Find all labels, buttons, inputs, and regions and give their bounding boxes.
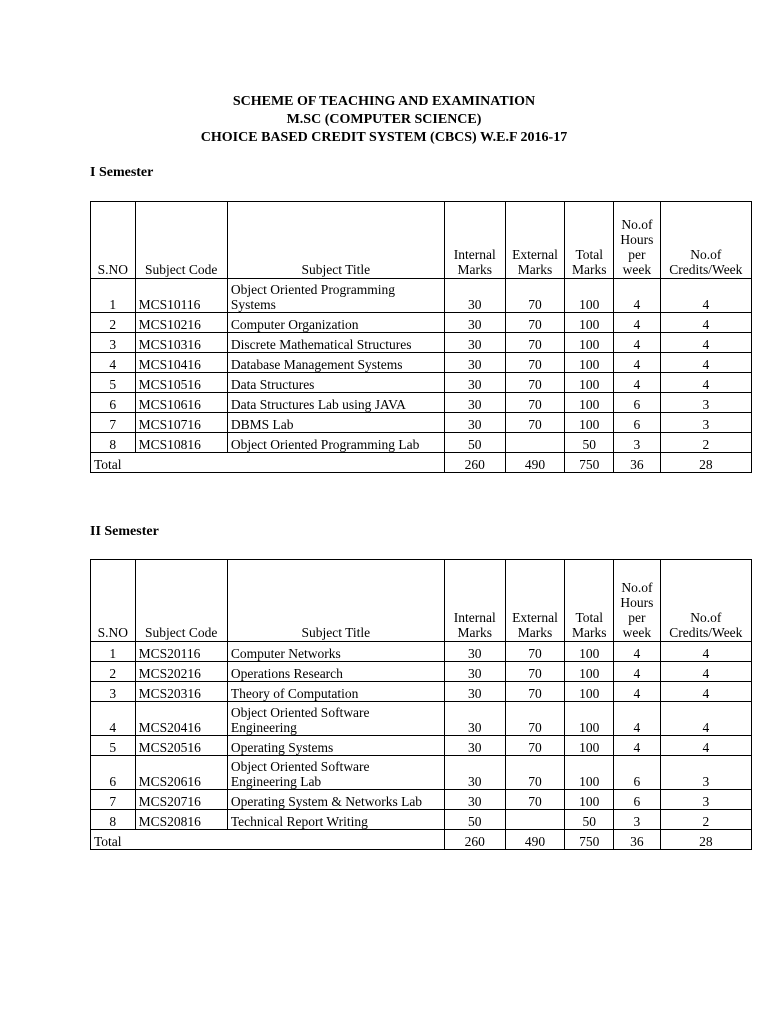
subject-code-cell: MCS10216 (135, 313, 227, 333)
total-marks-cell: 100 (565, 736, 614, 756)
subject-code-cell: MCS20416 (135, 702, 227, 736)
credits-cell: 2 (660, 810, 751, 830)
hours-cell: 3 (614, 810, 661, 830)
internal-marks-cell: 30 (444, 756, 505, 790)
total-credits-cell: 28 (660, 830, 751, 850)
subject-title-line: Object Oriented Programming Lab (230, 437, 420, 452)
credits-cell: 4 (660, 662, 751, 682)
col-header-credits: No.of Credits/Week (660, 560, 751, 642)
credits-cell: 2 (660, 433, 751, 453)
subject-title-line: Operating System & Networks Lab (230, 794, 423, 809)
internal-marks-cell: 30 (444, 333, 505, 353)
table-row (91, 682, 752, 702)
total-row (91, 453, 752, 473)
total-hours-cell: 36 (614, 453, 661, 473)
hours-cell: 4 (614, 736, 661, 756)
total-marks-cell: 100 (565, 353, 614, 373)
subject-title-line: Theory of Computation (230, 686, 359, 701)
subject-title-line: Computer Organization (230, 317, 359, 332)
external-marks-cell: 70 (505, 393, 565, 413)
sno-cell: 5 (91, 736, 136, 756)
subject-title-line: Object Oriented Programming (230, 282, 396, 297)
subject-title-cell (227, 642, 444, 662)
external-marks-cell: 70 (505, 333, 565, 353)
hours-cell: 4 (614, 333, 661, 353)
total-row (91, 830, 752, 850)
sno-cell: 7 (91, 790, 136, 810)
external-marks-cell: 70 (505, 373, 565, 393)
subject-title-cell (227, 790, 444, 810)
col-header-credits: No.of Credits/Week (660, 202, 751, 279)
subject-title-line: Engineering (230, 720, 297, 735)
sno-cell: 3 (91, 333, 136, 353)
col-header-title: Subject Title (227, 560, 444, 642)
credits-cell: 3 (660, 790, 751, 810)
hours-cell: 6 (614, 756, 661, 790)
internal-marks-cell: 30 (444, 736, 505, 756)
credits-cell: 4 (660, 682, 751, 702)
table-row (91, 810, 752, 830)
external-marks-cell: 70 (505, 413, 565, 433)
internal-marks-cell: 30 (444, 413, 505, 433)
total-external-cell: 490 (505, 453, 565, 473)
internal-marks-cell: 30 (444, 279, 505, 313)
total-label: Total (91, 830, 445, 850)
subject-title-line: DBMS Lab (230, 417, 294, 432)
hours-cell: 4 (614, 353, 661, 373)
col-header-hours: No.of Hours per week (614, 560, 661, 642)
external-marks-cell: 70 (505, 662, 565, 682)
table-row (91, 756, 752, 790)
hours-cell: 4 (614, 682, 661, 702)
semester-2-table (90, 559, 752, 850)
sno-cell: 5 (91, 373, 136, 393)
subject-code-cell: MCS10516 (135, 373, 227, 393)
table-row (91, 702, 752, 736)
internal-marks-cell: 30 (444, 373, 505, 393)
subject-title-line: Computer Networks (230, 646, 341, 661)
subject-title-line: Data Structures Lab using JAVA (230, 397, 406, 412)
subject-title-line: Technical Report Writing (230, 814, 368, 829)
total-marks-cell: 100 (565, 702, 614, 736)
external-marks-cell (505, 433, 565, 453)
sno-cell: 1 (91, 642, 136, 662)
credits-cell: 4 (660, 353, 751, 373)
sno-cell: 2 (91, 662, 136, 682)
hours-cell: 6 (614, 393, 661, 413)
total-marks-cell: 100 (565, 642, 614, 662)
external-marks-cell: 70 (505, 642, 565, 662)
total-marks-cell: 50 (565, 810, 614, 830)
table-row (91, 393, 752, 413)
total-marks-cell: 100 (565, 413, 614, 433)
credits-cell: 4 (660, 313, 751, 333)
internal-marks-cell: 30 (444, 313, 505, 333)
hours-cell: 4 (614, 313, 661, 333)
subject-title-cell (227, 702, 444, 736)
subject-title-line: Engineering Lab (230, 774, 322, 789)
table-row (91, 642, 752, 662)
table-row (91, 736, 752, 756)
subject-title-cell (227, 313, 444, 333)
hours-cell: 4 (614, 662, 661, 682)
total-marks-cell: 100 (565, 393, 614, 413)
total-label: Total (91, 453, 445, 473)
external-marks-cell: 70 (505, 756, 565, 790)
total-credits-cell: 28 (660, 453, 751, 473)
subject-title-line: Database Management Systems (230, 357, 403, 372)
subject-code-cell: MCS20216 (135, 662, 227, 682)
sno-cell: 8 (91, 433, 136, 453)
table-row (91, 279, 752, 313)
total-internal-cell: 260 (444, 830, 505, 850)
col-header-internal: Internal Marks (444, 560, 505, 642)
internal-marks-cell: 30 (444, 353, 505, 373)
hours-cell: 4 (614, 279, 661, 313)
subject-code-cell: MCS20516 (135, 736, 227, 756)
semester-1-table (90, 201, 752, 473)
subject-title-line: Discrete Mathematical Structures (230, 337, 412, 352)
external-marks-cell: 70 (505, 682, 565, 702)
hours-cell: 6 (614, 790, 661, 810)
credits-cell: 4 (660, 736, 751, 756)
total-total-cell: 750 (565, 830, 614, 850)
total-hours-cell: 36 (614, 830, 661, 850)
credits-cell: 3 (660, 413, 751, 433)
credits-cell: 4 (660, 373, 751, 393)
total-internal-cell: 260 (444, 453, 505, 473)
sno-cell: 2 (91, 313, 136, 333)
subject-title-cell (227, 353, 444, 373)
title-line-2: M.SC (COMPUTER SCIENCE) (286, 112, 482, 127)
internal-marks-cell: 30 (444, 790, 505, 810)
credits-cell: 4 (660, 642, 751, 662)
external-marks-cell: 70 (505, 353, 565, 373)
subject-title-line: Operations Research (230, 666, 343, 681)
external-marks-cell: 70 (505, 279, 565, 313)
title-line-1: SCHEME OF TEACHING AND EXAMINATION (232, 94, 536, 109)
total-marks-cell: 100 (565, 682, 614, 702)
internal-marks-cell: 30 (444, 662, 505, 682)
subject-code-cell: MCS10416 (135, 353, 227, 373)
col-header-hours: No.of Hours per week (614, 202, 661, 279)
subject-code-cell: MCS20816 (135, 810, 227, 830)
document-title-block (0, 93, 768, 147)
semester-1-heading: I Semester (90, 165, 154, 180)
credits-cell: 4 (660, 279, 751, 313)
total-total-cell: 750 (565, 453, 614, 473)
col-header-title: Subject Title (227, 202, 444, 279)
col-header-total: Total Marks (565, 202, 614, 279)
hours-cell: 4 (614, 702, 661, 736)
table-row (91, 662, 752, 682)
total-marks-cell: 100 (565, 279, 614, 313)
hours-cell: 4 (614, 373, 661, 393)
sno-cell: 7 (91, 413, 136, 433)
subject-title-cell (227, 756, 444, 790)
subject-code-cell: MCS10316 (135, 333, 227, 353)
subject-title-cell (227, 682, 444, 702)
subject-code-cell: MCS20116 (135, 642, 227, 662)
total-external-cell: 490 (505, 830, 565, 850)
subject-title-line: Systems (230, 297, 276, 312)
subject-title-cell (227, 433, 444, 453)
sno-cell: 4 (91, 702, 136, 736)
subject-code-cell: MCS20716 (135, 790, 227, 810)
hours-cell: 3 (614, 433, 661, 453)
total-marks-cell: 50 (565, 433, 614, 453)
subject-code-cell: MCS10716 (135, 413, 227, 433)
col-header-total: Total Marks (565, 560, 614, 642)
table-header-row (91, 202, 752, 279)
table-row (91, 313, 752, 333)
external-marks-cell: 70 (505, 313, 565, 333)
internal-marks-cell: 30 (444, 702, 505, 736)
internal-marks-cell: 30 (444, 642, 505, 662)
total-marks-cell: 100 (565, 373, 614, 393)
sno-cell: 1 (91, 279, 136, 313)
subject-title-cell (227, 736, 444, 756)
total-marks-cell: 100 (565, 662, 614, 682)
external-marks-cell (505, 810, 565, 830)
subject-title-cell (227, 333, 444, 353)
col-header-sno: S.NO (91, 560, 136, 642)
subject-title-cell (227, 810, 444, 830)
col-header-internal: Internal Marks (444, 202, 505, 279)
credits-cell: 4 (660, 702, 751, 736)
total-marks-cell: 100 (565, 790, 614, 810)
credits-cell: 4 (660, 333, 751, 353)
external-marks-cell: 70 (505, 790, 565, 810)
subject-title-cell (227, 279, 444, 313)
table-row (91, 353, 752, 373)
hours-cell: 4 (614, 642, 661, 662)
table-row (91, 433, 752, 453)
total-marks-cell: 100 (565, 756, 614, 790)
subject-title-cell (227, 373, 444, 393)
subject-title-line: Data Structures (230, 377, 315, 392)
table-row (91, 333, 752, 353)
col-header-external: External Marks (505, 202, 565, 279)
semester-2-heading: II Semester (90, 524, 159, 539)
subject-title-cell (227, 662, 444, 682)
sno-cell: 6 (91, 756, 136, 790)
subject-code-cell: MCS10116 (135, 279, 227, 313)
internal-marks-cell: 50 (444, 810, 505, 830)
col-header-external: External Marks (505, 560, 565, 642)
table-row (91, 413, 752, 433)
internal-marks-cell: 30 (444, 682, 505, 702)
col-header-code: Subject Code (135, 202, 227, 279)
subject-code-cell: MCS10816 (135, 433, 227, 453)
sno-cell: 6 (91, 393, 136, 413)
sno-cell: 3 (91, 682, 136, 702)
hours-cell: 6 (614, 413, 661, 433)
credits-cell: 3 (660, 393, 751, 413)
subject-title-line: Operating Systems (230, 740, 334, 755)
table-row (91, 373, 752, 393)
subject-title-line: Object Oriented Software (230, 705, 370, 720)
internal-marks-cell: 30 (444, 393, 505, 413)
col-header-sno: S.NO (91, 202, 136, 279)
total-marks-cell: 100 (565, 333, 614, 353)
title-line-3: CHOICE BASED CREDIT SYSTEM (CBCS) W.E.F 2016-17 (200, 130, 568, 145)
credits-cell: 3 (660, 756, 751, 790)
internal-marks-cell: 50 (444, 433, 505, 453)
sno-cell: 4 (91, 353, 136, 373)
external-marks-cell: 70 (505, 702, 565, 736)
subject-code-cell: MCS20316 (135, 682, 227, 702)
table-row (91, 790, 752, 810)
subject-title-cell (227, 393, 444, 413)
sno-cell: 8 (91, 810, 136, 830)
subject-title-line: Object Oriented Software (230, 759, 370, 774)
total-marks-cell: 100 (565, 313, 614, 333)
subject-code-cell: MCS20616 (135, 756, 227, 790)
col-header-code: Subject Code (135, 560, 227, 642)
subject-title-cell (227, 413, 444, 433)
external-marks-cell: 70 (505, 736, 565, 756)
subject-code-cell: MCS10616 (135, 393, 227, 413)
table-header-row (91, 560, 752, 642)
